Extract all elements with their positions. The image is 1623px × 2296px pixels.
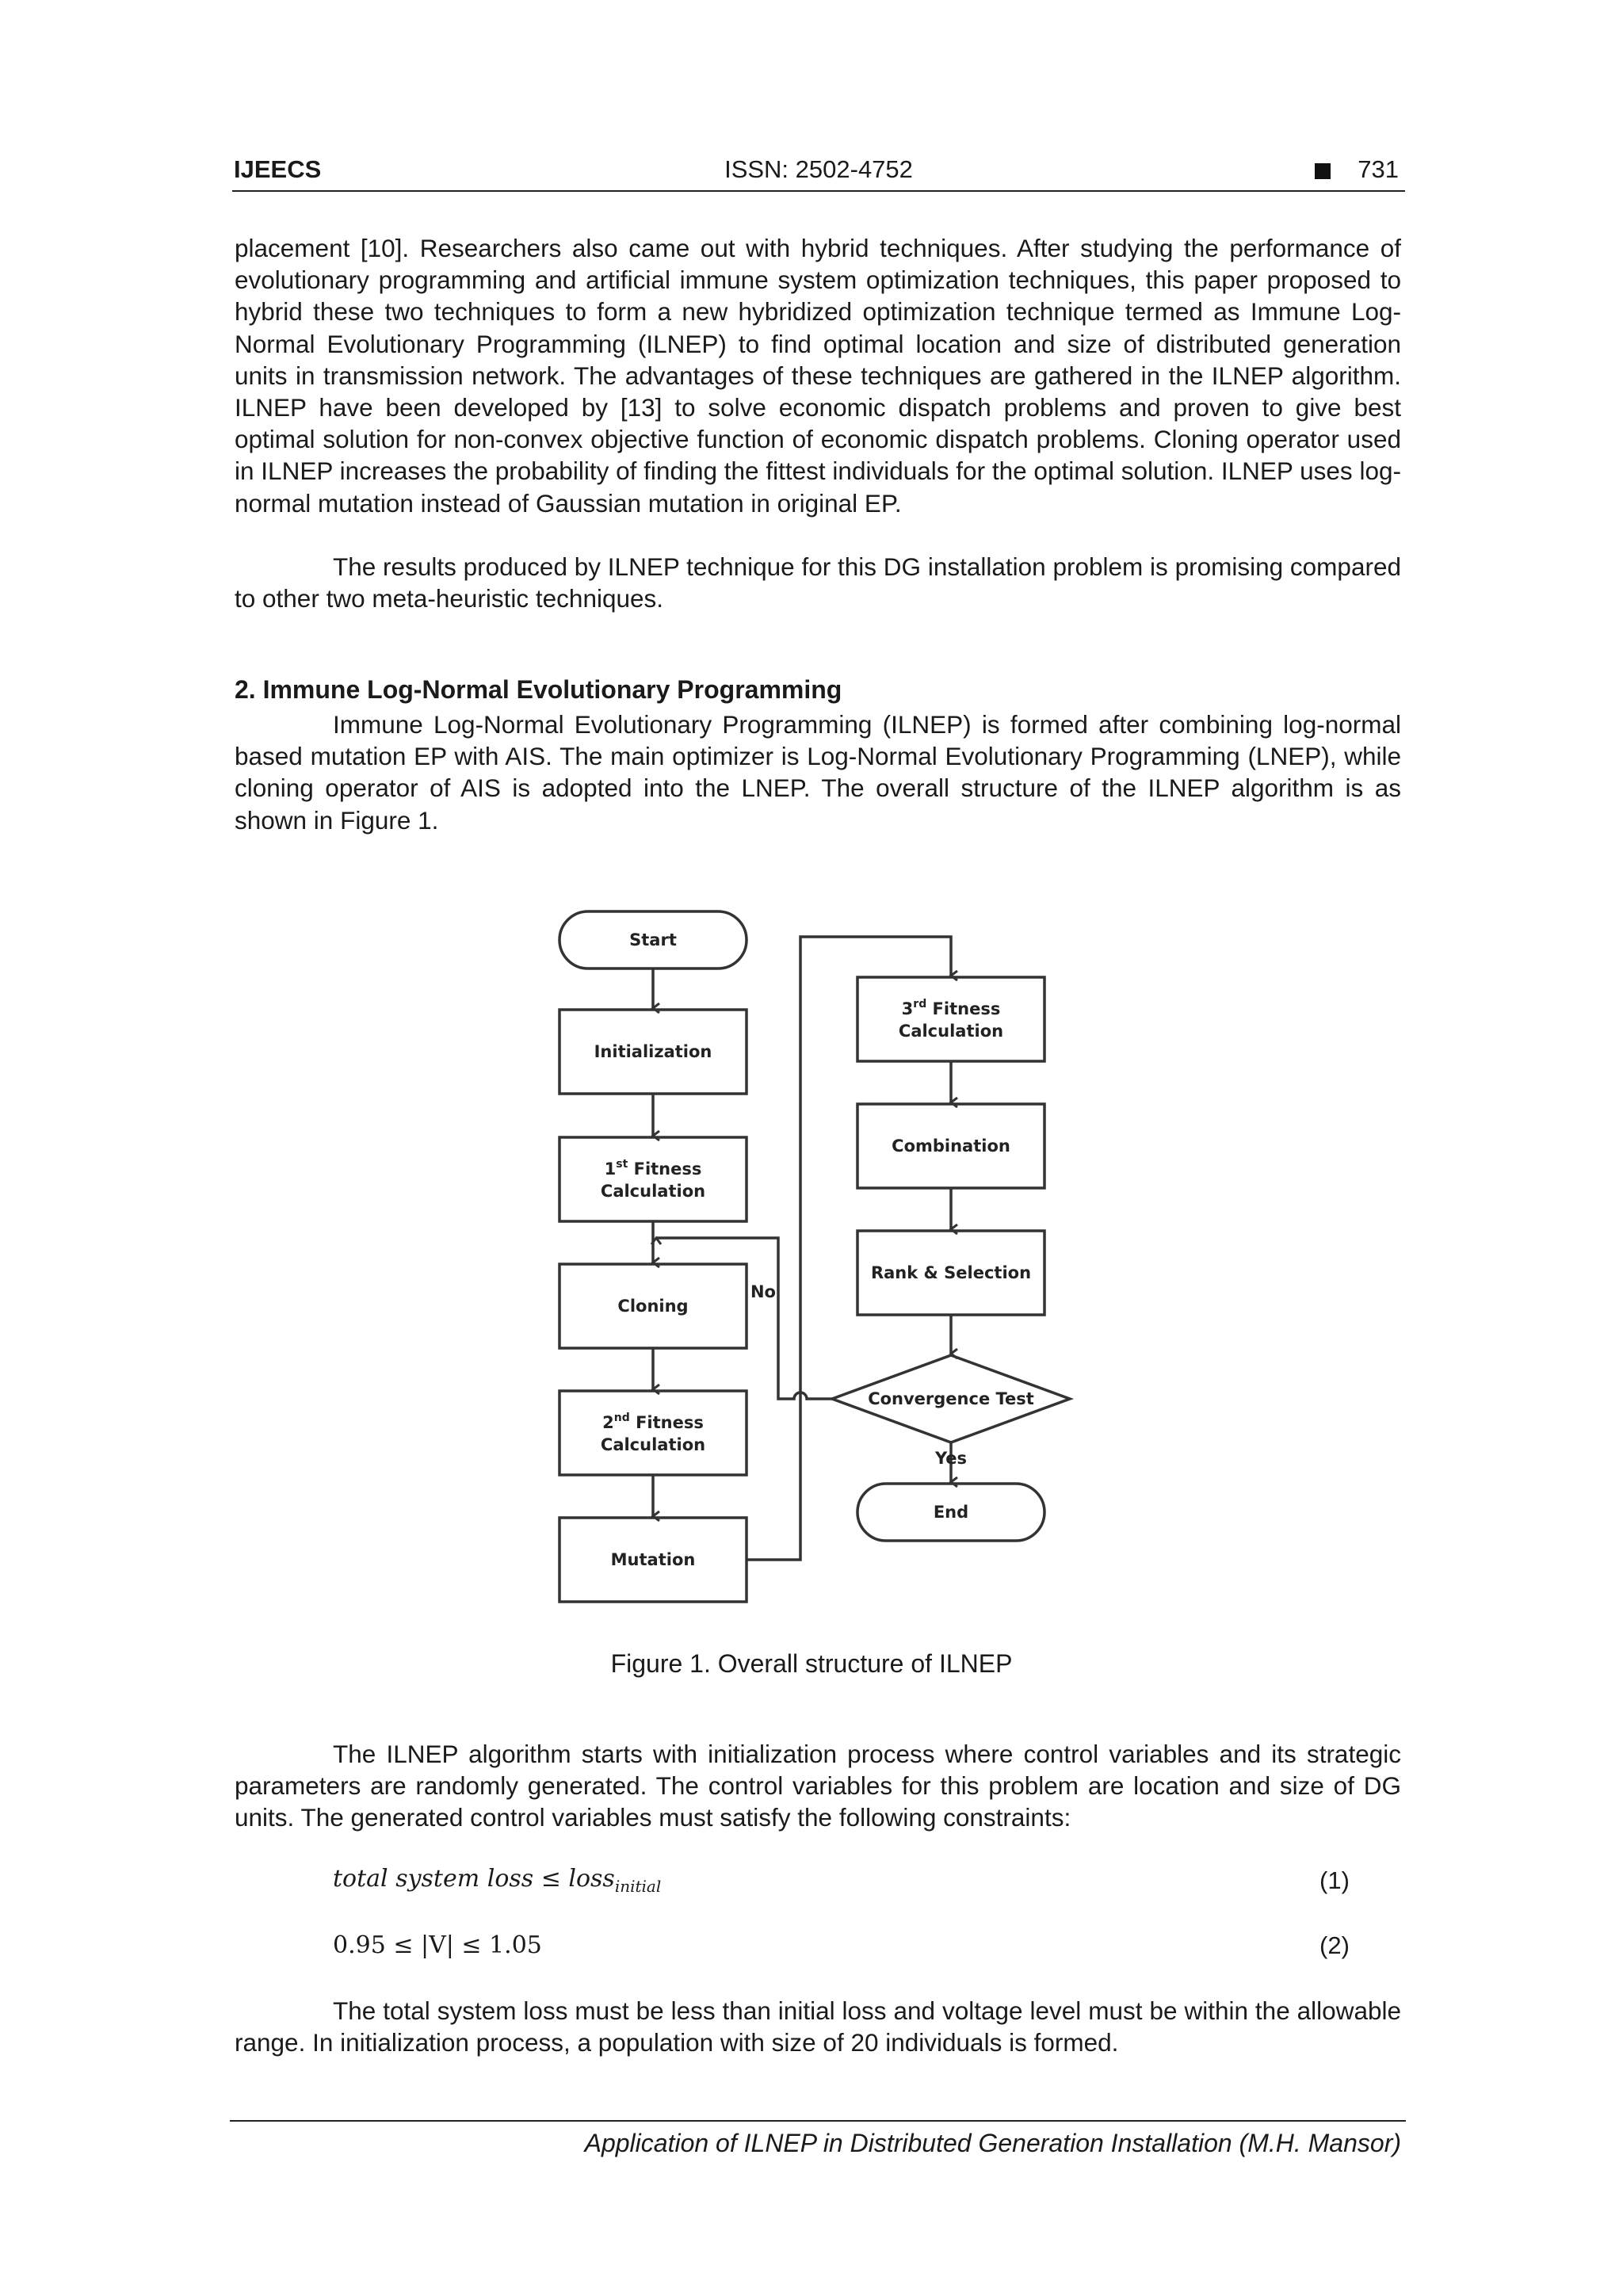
page-number: 731 <box>1358 155 1399 183</box>
flow-start-label: Start <box>629 930 677 949</box>
flow-end-label: End <box>933 1503 969 1522</box>
flow-mutation-label: Mutation <box>610 1550 696 1569</box>
section-title: 2. Immune Log-Normal Evolutionary Programming <box>235 675 842 704</box>
page-footer: Application of ILNEP in Distributed Generation Installation (M.H. Mansor) <box>584 2129 1401 2157</box>
flow-fitness2-label-line2: Calculation <box>600 1435 706 1454</box>
flow-fitness2-node <box>559 1391 747 1475</box>
flow-yes-label: Yes <box>934 1449 968 1468</box>
paragraph-results: The results produced by ILNEP technique for this DG installation problem is promising compared to other two meta-heuristic techniques. <box>235 552 1401 613</box>
flow-fitness3-node <box>857 977 1044 1061</box>
flow-combination-label: Combination <box>892 1137 1010 1156</box>
equation-1-subscript: initial <box>614 1877 662 1896</box>
equation-2: 0.95 ≤ |V| ≤ 1.05 <box>333 1931 542 1959</box>
journal-name: IJEECS <box>234 155 322 183</box>
paragraph-initialization: The ILNEP algorithm starts with initialization process where control variables and its strategic parameters are randomly generated. The control variables for this problem are location and size of DG units. The generated control variables must satisfy the following constraints: <box>235 1740 1401 1832</box>
equation-1 <box>333 1865 661 1896</box>
flow-fitness2-label: 2nd Fitness <box>602 1412 704 1432</box>
paragraph-constraints: The total system loss must be less than initial loss and voltage level must be within the allowable range. In initialization process, a population with size of 20 individuals is formed. <box>235 1996 1401 2057</box>
issn: ISSN: 2502-4752 <box>724 155 913 183</box>
flow-initialization-label: Initialization <box>594 1042 712 1061</box>
paragraph-ilnep-overview: Immune Log-Normal Evolutionary Programming (ILNEP) is formed after combining log-normal based mutation EP with AIS. The main optimizer is Log-Normal Evolutionary Programming (LNEP), while cloning operator of AIS is adopted into the LNEP. The overall structure of the ILNEP algorithm is as shown in Figure 1. <box>235 710 1401 835</box>
flow-fitness1-label-line2: Calculation <box>600 1182 706 1201</box>
page-header <box>232 154 1405 192</box>
equation-2-number: (2) <box>1319 1931 1350 1959</box>
equation-1-lhs: total system loss ≤ loss <box>333 1865 615 1893</box>
footer-divider <box>230 2120 1406 2122</box>
square-bullet-icon <box>1315 163 1331 179</box>
flow-no-label: No <box>750 1282 777 1301</box>
flow-fitness3-label-line2: Calculation <box>898 1022 1004 1041</box>
figure-caption: Figure 1. Overall structure of ILNEP <box>610 1649 1013 1678</box>
paragraph-intro: placement [10]. Researchers also came out with hybrid techniques. After studying the performance of evolutionary programming and artificial immune system optimization techniques, this paper proposed to hybrid these two techniques to form a new hybridized optimization technique termed as Immune Log-Normal Evolutionary Programming (ILNEP) to find optimal location and size of distributed generation units in transmission network. The advantages of these techniques are gathered in the ILNEP algorithm. ILNEP have been developed by [13] to solve economic dispatch problems and proven to give best optimal solution for non-convex objective function of economic dispatch problems. Cloning operator used in ILNEP increases the probability of finding the fittest individuals for the optimal solution. ILNEP uses log-normal mutation instead of Gaussian mutation in original EP. <box>235 234 1401 518</box>
flow-fitness1-label: 1st Fitness <box>604 1158 702 1179</box>
flow-fitness1-node <box>559 1137 747 1221</box>
flow-fitness3-label: 3rd Fitness <box>901 998 1001 1018</box>
flow-convergence-label: Convergence Test <box>868 1389 1034 1408</box>
flow-rank-selection-label: Rank & Selection <box>870 1263 1032 1282</box>
equation-1-number: (1) <box>1319 1866 1350 1894</box>
flow-cloning-label: Cloning <box>617 1297 689 1316</box>
flowchart-figure <box>547 904 1086 1609</box>
